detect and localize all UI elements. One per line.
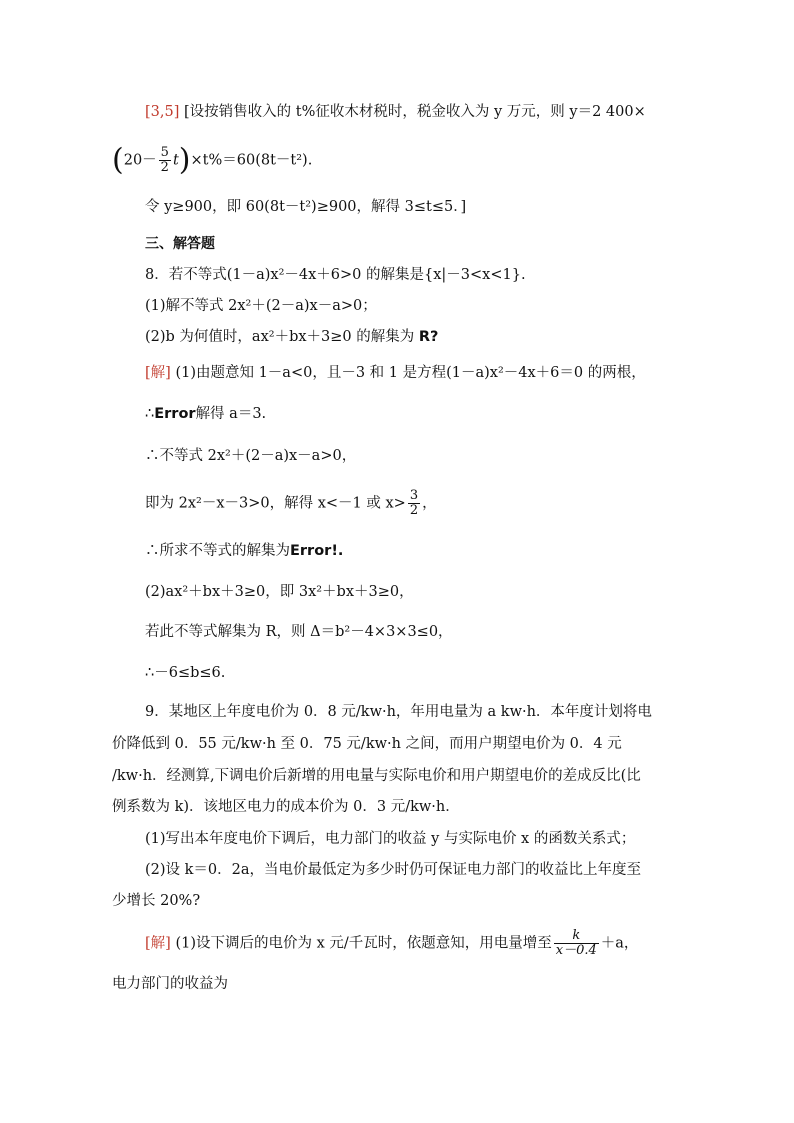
q8-ans-4-text: 即为 2x²－x－3>0，解得 x<－1 或 x>: [145, 495, 406, 512]
q8-ans-2-text: 解得 a＝3.: [195, 406, 267, 422]
q9-ans-2: 电力部门的收益为: [112, 976, 228, 992]
q9-stem-2: 价降低到 0．55 元/kw·h 至 0．75 元/kw·h 之间，而用户期望电价为 0．4 元: [112, 736, 622, 752]
q8-ans-4: [145, 489, 437, 518]
q9-sub-2b: 少增长 20%?: [112, 893, 201, 909]
frac-den: 2: [160, 160, 169, 175]
solution-tag: [解]: [145, 365, 171, 381]
q8-ans-5: [145, 541, 343, 561]
q8-ans-1: [145, 363, 646, 383]
q8-ans-6: (2)ax²＋bx＋3≥0，即 3x²＋bx＋3≥0，: [145, 584, 414, 600]
q9-stem-1: 9．某地区上年度电价为 0．8 元/kw·h，年用电量为 a kw·h．本年度计划将电: [145, 704, 652, 720]
fraction-k: [554, 929, 599, 958]
section-heading: 三、解答题: [145, 236, 215, 252]
comma: ，: [422, 495, 437, 512]
solution-tag: [解]: [145, 935, 171, 952]
p7-expr-c: ×t%＝60(8t－t²).: [190, 152, 313, 169]
q8-ans-7: 若此不等式解集为 R，则 Δ＝b²－4×3×3≤0，: [145, 624, 453, 640]
left-paren: (: [112, 142, 124, 178]
right-paren: ): [178, 142, 191, 178]
q9-ans-1: [145, 929, 638, 958]
therefore-symbol: ∴: [145, 406, 155, 422]
q9-sub-2a: (2)设 k＝0．2a，当电价最低定为多少时仍可保证电力部门的收益比上年度至: [145, 862, 642, 878]
q8-ans-1-text: (1)由题意知 1－a<0，且－3 和 1 是方程(1－a)x²－4x＋6＝0 的两根，: [175, 365, 646, 381]
q9-ans-1-text: (1)设下调后的电价为 x 元/千瓦时，依题意知，用电量增至: [175, 935, 552, 952]
q8-stem: 8．若不等式(1－a)x²－4x＋6>0 的解集是{x|－3<x<1}.: [145, 267, 526, 283]
q8-ans-3: ∴不等式 2x²＋(2－a)x－a>0，: [145, 448, 357, 464]
q8-sub-2-text: (2)b 为何值时，ax²＋bx＋3≥0 的解集为: [145, 329, 419, 345]
q9-ans-1-tail: ＋a，: [600, 935, 639, 952]
frac-den: x－0.4: [555, 943, 597, 958]
q8-sub-2-R: R?: [418, 329, 439, 345]
frac-num: k: [554, 929, 599, 944]
error-text: Error!.: [290, 543, 344, 559]
q8-ans-2: [145, 404, 266, 424]
p7-expr-b: t: [172, 152, 179, 169]
q9-sub-1: (1)写出本年度电价下调后，电力部门的收益 y 与实际电价 x 的函数关系式；: [145, 831, 636, 847]
q8-ans-5-text: ∴所求不等式的解集为: [145, 543, 290, 559]
fraction-3-2: [408, 489, 420, 518]
answer-tag: [3,5]: [145, 104, 180, 120]
q9-stem-4: 例系数为 k)．该地区电力的成本价为 0．3 元/kw·h．: [112, 799, 460, 815]
q8-sub-1: (1)解不等式 2x²＋(2－a)x－a>0；: [145, 298, 377, 314]
p7-line-1: [145, 102, 646, 122]
p7-line-3: 令 y≥900，即 60(8t－t²)≥900，解得 3≤t≤5．]: [145, 199, 467, 215]
frac-num: 5: [160, 145, 169, 160]
q8-sub-2: [145, 327, 438, 347]
fraction-5-2: [159, 146, 171, 175]
frac-den: 2: [409, 503, 419, 518]
p7-text-1: [设按销售收入的 t%征收木材税时，税金收入为 y 万元，则 y＝2 400×: [183, 104, 646, 120]
error-text: Error: [154, 406, 196, 422]
p7-line-2: [112, 142, 313, 178]
q9-stem-3: /kw·h．经测算,下调电价后新增的用电量与实际电价和用户期望电价的差成反比(比: [112, 768, 641, 784]
p7-expr-a: 20－: [123, 152, 157, 169]
frac-num: 3: [409, 488, 419, 503]
q8-ans-8: ∴－6≤b≤6.: [145, 665, 226, 681]
